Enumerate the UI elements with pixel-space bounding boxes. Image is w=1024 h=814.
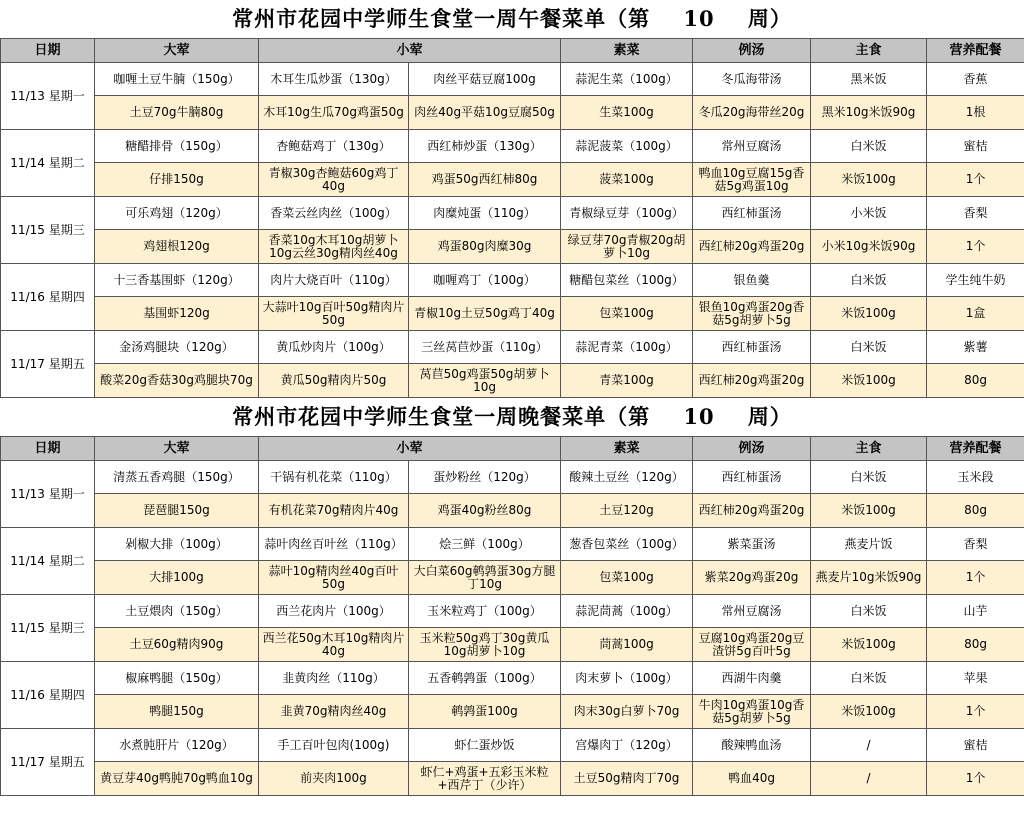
- day-dish-row: [1, 130, 1024, 163]
- dish-soup: 常州豆腐汤: [693, 130, 811, 163]
- day-dish-row: [1, 197, 1024, 230]
- day-quantity-row: [1, 96, 1024, 130]
- date-cell: 11/16 星期四: [1, 662, 95, 729]
- quantity-side-meat-b: 鸡蛋40g粉丝80g: [409, 494, 561, 528]
- quantity-soup: 紫菜20g鸡蛋20g: [693, 561, 811, 595]
- dish-side-meat-b: 西红柿炒蛋（130g）: [409, 130, 561, 163]
- header-date: 日期: [1, 39, 95, 63]
- quantity-soup: 西红柿20g鸡蛋20g: [693, 494, 811, 528]
- dish-main-meat: 糖醋排骨（150g）: [95, 130, 259, 163]
- quantity-staple: 米饭100g: [811, 628, 927, 662]
- dish-nutrition: 苹果: [927, 662, 1024, 695]
- dish-side-meat-b: 虾仁蛋炒饭: [409, 729, 561, 762]
- dish-vegetable: 宫爆肉丁（120g）: [561, 729, 693, 762]
- header-soup: 例汤: [693, 39, 811, 63]
- header-nutrition: 营养配餐: [927, 437, 1024, 461]
- quantity-staple: /: [811, 762, 927, 796]
- dish-side-meat-a: 香菜云丝肉丝（100g）: [259, 197, 409, 230]
- dish-side-meat-a: 木耳生瓜炒蛋（130g）: [259, 63, 409, 96]
- dish-vegetable: 蒜泥青菜（100g）: [561, 331, 693, 364]
- dish-vegetable: 青椒绿豆芽（100g）: [561, 197, 693, 230]
- day-quantity-row: [1, 561, 1024, 595]
- dish-main-meat: 清蒸五香鸡腿（150g）: [95, 461, 259, 494]
- dish-vegetable: 酸辣土豆丝（120g）: [561, 461, 693, 494]
- header-soup: 例汤: [693, 437, 811, 461]
- quantity-soup: 冬瓜20g海带丝20g: [693, 96, 811, 130]
- quantity-side-meat-a: 韭黄70g精肉丝40g: [259, 695, 409, 729]
- date-cell: 11/14 星期二: [1, 130, 95, 197]
- quantity-side-meat-a: 木耳10g生瓜70g鸡蛋50g: [259, 96, 409, 130]
- quantity-nutrition: 80g: [927, 628, 1024, 662]
- quantity-vegetable: 青菜100g: [561, 364, 693, 398]
- quantity-side-meat-b: 肉丝40g平菇10g豆腐50g: [409, 96, 561, 130]
- quantity-main-meat: 仔排150g: [95, 163, 259, 197]
- header-row: [1, 39, 1024, 63]
- dish-main-meat: 可乐鸡翅（120g）: [95, 197, 259, 230]
- quantity-main-meat: 大排100g: [95, 561, 259, 595]
- dish-main-meat: 剁椒大排（100g）: [95, 528, 259, 561]
- day-quantity-row: [1, 695, 1024, 729]
- day-dish-row: [1, 729, 1024, 762]
- date-cell: 11/13 星期一: [1, 63, 95, 130]
- quantity-soup: 西红柿20g鸡蛋20g: [693, 364, 811, 398]
- quantity-nutrition: 1根: [927, 96, 1024, 130]
- dish-nutrition: 蜜桔: [927, 130, 1024, 163]
- dish-vegetable: 蒜泥茼蒿（100g）: [561, 595, 693, 628]
- header-vegetable: 素菜: [561, 39, 693, 63]
- dish-main-meat: 十三香基围虾（120g）: [95, 264, 259, 297]
- dish-staple: 小米饭: [811, 197, 927, 230]
- day-quantity-row: [1, 297, 1024, 331]
- date-cell: 11/17 星期五: [1, 331, 95, 398]
- quantity-vegetable: 生菜100g: [561, 96, 693, 130]
- quantity-staple: 米饭100g: [811, 364, 927, 398]
- dish-soup: 常州豆腐汤: [693, 595, 811, 628]
- day-dish-row: [1, 63, 1024, 96]
- lunch-menu-title: 常州市花园中学师生食堂一周午餐菜单（第 10 周）: [232, 6, 792, 31]
- lunch-menu-section: [0, 0, 1024, 398]
- dinner-menu-title: 常州市花园中学师生食堂一周晚餐菜单（第 10 周）: [232, 404, 792, 429]
- quantity-main-meat: 酸菜20g香菇30g鸡腿块70g: [95, 364, 259, 398]
- date-cell: 11/13 星期一: [1, 461, 95, 528]
- dish-staple: 白米饭: [811, 130, 927, 163]
- dish-nutrition: 香梨: [927, 528, 1024, 561]
- day-dish-row: [1, 662, 1024, 695]
- quantity-vegetable: 包菜100g: [561, 297, 693, 331]
- quantity-side-meat-a: 香菜10g木耳10g胡萝卜10g云丝30g精肉丝40g: [259, 230, 409, 264]
- dish-side-meat-a: 韭黄肉丝（110g）: [259, 662, 409, 695]
- quantity-main-meat: 鸡翅根120g: [95, 230, 259, 264]
- header-side-meat: 小荤: [259, 437, 561, 461]
- quantity-vegetable: 绿豆芽70g青椒20g胡萝卜10g: [561, 230, 693, 264]
- dish-soup: 紫菜蛋汤: [693, 528, 811, 561]
- dish-staple: /: [811, 729, 927, 762]
- quantity-side-meat-a: 青椒30g杏鲍菇60g鸡丁40g: [259, 163, 409, 197]
- dish-main-meat: 金汤鸡腿块（120g）: [95, 331, 259, 364]
- header-date: 日期: [1, 437, 95, 461]
- header-vegetable: 素菜: [561, 437, 693, 461]
- quantity-side-meat-b: 青椒10g土豆50g鸡丁40g: [409, 297, 561, 331]
- quantity-side-meat-b: 鸡蛋50g西红柿80g: [409, 163, 561, 197]
- day-dish-row: [1, 528, 1024, 561]
- quantity-nutrition: 1盒: [927, 297, 1024, 331]
- header-main-meat: 大荤: [95, 437, 259, 461]
- dish-side-meat-b: 肉丝平菇豆腐100g: [409, 63, 561, 96]
- day-dish-row: [1, 331, 1024, 364]
- dish-side-meat-a: 干锅有机花菜（110g）: [259, 461, 409, 494]
- day-dish-row: [1, 595, 1024, 628]
- dish-soup: 西红柿蛋汤: [693, 461, 811, 494]
- quantity-staple: 燕麦片10g米饭90g: [811, 561, 927, 595]
- dish-nutrition: 香梨: [927, 197, 1024, 230]
- quantity-soup: 银鱼10g鸡蛋20g香菇5g胡萝卜5g: [693, 297, 811, 331]
- quantity-main-meat: 黄豆芽40g鸭肫70g鸭血10g: [95, 762, 259, 796]
- day-dish-row: [1, 461, 1024, 494]
- date-cell: 11/17 星期五: [1, 729, 95, 796]
- quantity-side-meat-b: 虾仁+鸡蛋+五彩玉米粒+西芹丁（少许）: [409, 762, 561, 796]
- dish-staple: 黑米饭: [811, 63, 927, 96]
- quantity-staple: 米饭100g: [811, 695, 927, 729]
- quantity-main-meat: 琵琶腿150g: [95, 494, 259, 528]
- quantity-main-meat: 土豆70g牛腩80g: [95, 96, 259, 130]
- header-staple: 主食: [811, 39, 927, 63]
- day-quantity-row: [1, 494, 1024, 528]
- dish-side-meat-a: 手工百叶包肉(100g): [259, 729, 409, 762]
- quantity-vegetable: 土豆120g: [561, 494, 693, 528]
- dish-staple: 白米饭: [811, 331, 927, 364]
- dish-side-meat-b: 三丝莴苣炒蛋（110g）: [409, 331, 561, 364]
- quantity-staple: 米饭100g: [811, 494, 927, 528]
- quantity-side-meat-b: 鹌鹑蛋100g: [409, 695, 561, 729]
- day-dish-row: [1, 264, 1024, 297]
- dinner-menu-table: [0, 436, 1024, 796]
- dish-soup: 西红柿蛋汤: [693, 331, 811, 364]
- quantity-soup: 西红柿20g鸡蛋20g: [693, 230, 811, 264]
- quantity-side-meat-a: 大蒜叶10g百叶50g精肉片50g: [259, 297, 409, 331]
- dish-soup: 冬瓜海带汤: [693, 63, 811, 96]
- dish-soup: 西红柿蛋汤: [693, 197, 811, 230]
- dish-vegetable: 糖醋包菜丝（100g）: [561, 264, 693, 297]
- quantity-main-meat: 鸭腿150g: [95, 695, 259, 729]
- dish-nutrition: 学生纯牛奶: [927, 264, 1024, 297]
- date-cell: 11/15 星期三: [1, 197, 95, 264]
- dish-main-meat: 咖喱土豆牛腩（150g）: [95, 63, 259, 96]
- dish-main-meat: 椒麻鸭腿（150g）: [95, 662, 259, 695]
- quantity-staple: 小米10g米饭90g: [811, 230, 927, 264]
- date-cell: 11/14 星期二: [1, 528, 95, 595]
- date-cell: 11/15 星期三: [1, 595, 95, 662]
- dish-staple: 白米饭: [811, 461, 927, 494]
- dish-nutrition: 山芋: [927, 595, 1024, 628]
- dish-side-meat-a: 杏鲍菇鸡丁（130g）: [259, 130, 409, 163]
- dish-vegetable: 肉末萝卜（100g）: [561, 662, 693, 695]
- quantity-soup: 豆腐10g鸡蛋20g豆渣饼5g百叶5g: [693, 628, 811, 662]
- quantity-side-meat-a: 蒜叶10g精肉丝40g百叶50g: [259, 561, 409, 595]
- dish-main-meat: 水煮肫肝片（120g）: [95, 729, 259, 762]
- quantity-nutrition: 1个: [927, 163, 1024, 197]
- dish-staple: 白米饭: [811, 264, 927, 297]
- dish-staple: 白米饭: [811, 595, 927, 628]
- day-quantity-row: [1, 163, 1024, 197]
- dish-side-meat-b: 烩三鲜（100g）: [409, 528, 561, 561]
- day-quantity-row: [1, 364, 1024, 398]
- day-quantity-row: [1, 230, 1024, 264]
- quantity-staple: 米饭100g: [811, 297, 927, 331]
- header-nutrition: 营养配餐: [927, 39, 1024, 63]
- dish-side-meat-b: 五香鹌鹑蛋（100g）: [409, 662, 561, 695]
- header-side-meat: 小荤: [259, 39, 561, 63]
- dish-vegetable: 葱香包菜丝（100g）: [561, 528, 693, 561]
- dish-side-meat-a: 黄瓜炒肉片（100g）: [259, 331, 409, 364]
- quantity-vegetable: 茼蒿100g: [561, 628, 693, 662]
- quantity-nutrition: 80g: [927, 494, 1024, 528]
- header-staple: 主食: [811, 437, 927, 461]
- quantity-vegetable: 土豆50g精肉丁70g: [561, 762, 693, 796]
- dish-soup: 银鱼羹: [693, 264, 811, 297]
- quantity-side-meat-b: 莴苣50g鸡蛋50g胡萝卜10g: [409, 364, 561, 398]
- quantity-nutrition: 1个: [927, 762, 1024, 796]
- quantity-vegetable: 肉末30g白萝卜70g: [561, 695, 693, 729]
- quantity-nutrition: 1个: [927, 230, 1024, 264]
- quantity-soup: 牛肉10g鸡蛋10g香菇5g胡萝卜5g: [693, 695, 811, 729]
- dish-staple: 燕麦片饭: [811, 528, 927, 561]
- dish-nutrition: 紫薯: [927, 331, 1024, 364]
- quantity-main-meat: 基围虾120g: [95, 297, 259, 331]
- dish-nutrition: 香蕉: [927, 63, 1024, 96]
- quantity-soup: 鸭血40g: [693, 762, 811, 796]
- dish-side-meat-a: 西兰花肉片（100g）: [259, 595, 409, 628]
- dish-main-meat: 土豆煨肉（150g）: [95, 595, 259, 628]
- quantity-staple: 米饭100g: [811, 163, 927, 197]
- quantity-vegetable: 包菜100g: [561, 561, 693, 595]
- dish-nutrition: 玉米段: [927, 461, 1024, 494]
- quantity-vegetable: 菠菜100g: [561, 163, 693, 197]
- quantity-side-meat-a: 西兰花50g木耳10g精肉片40g: [259, 628, 409, 662]
- header-row: [1, 437, 1024, 461]
- quantity-side-meat-a: 前夹肉100g: [259, 762, 409, 796]
- quantity-side-meat-b: 大白菜60g鹌鹑蛋30g方腿丁10g: [409, 561, 561, 595]
- quantity-main-meat: 土豆60g精肉90g: [95, 628, 259, 662]
- dish-staple: 白米饭: [811, 662, 927, 695]
- quantity-side-meat-a: 有机花菜70g精肉片40g: [259, 494, 409, 528]
- header-main-meat: 大荤: [95, 39, 259, 63]
- dish-side-meat-b: 蛋炒粉丝（120g）: [409, 461, 561, 494]
- quantity-side-meat-a: 黄瓜50g精肉片50g: [259, 364, 409, 398]
- dish-side-meat-b: 咖喱鸡丁（100g）: [409, 264, 561, 297]
- date-cell: 11/16 星期四: [1, 264, 95, 331]
- quantity-nutrition: 1个: [927, 695, 1024, 729]
- quantity-staple: 黑米10g米饭90g: [811, 96, 927, 130]
- lunch-menu-table: [0, 38, 1024, 398]
- dish-side-meat-a: 肉片大烧百叶（110g）: [259, 264, 409, 297]
- quantity-nutrition: 80g: [927, 364, 1024, 398]
- quantity-soup: 鸭血10g豆腐15g香菇5g鸡蛋10g: [693, 163, 811, 197]
- dinner-menu-section: [0, 398, 1024, 796]
- dish-soup: 西湖牛肉羹: [693, 662, 811, 695]
- dish-vegetable: 蒜泥菠菜（100g）: [561, 130, 693, 163]
- day-quantity-row: [1, 762, 1024, 796]
- dish-soup: 酸辣鸭血汤: [693, 729, 811, 762]
- quantity-side-meat-b: 玉米粒50g鸡丁30g黄瓜10g胡萝卜10g: [409, 628, 561, 662]
- dish-side-meat-b: 肉糜炖蛋（110g）: [409, 197, 561, 230]
- day-quantity-row: [1, 628, 1024, 662]
- quantity-side-meat-b: 鸡蛋80g肉糜30g: [409, 230, 561, 264]
- dish-nutrition: 蜜桔: [927, 729, 1024, 762]
- dish-vegetable: 蒜泥生菜（100g）: [561, 63, 693, 96]
- dish-side-meat-b: 玉米粒鸡丁（100g）: [409, 595, 561, 628]
- quantity-nutrition: 1个: [927, 561, 1024, 595]
- dish-side-meat-a: 蒜叶肉丝百叶丝（110g）: [259, 528, 409, 561]
